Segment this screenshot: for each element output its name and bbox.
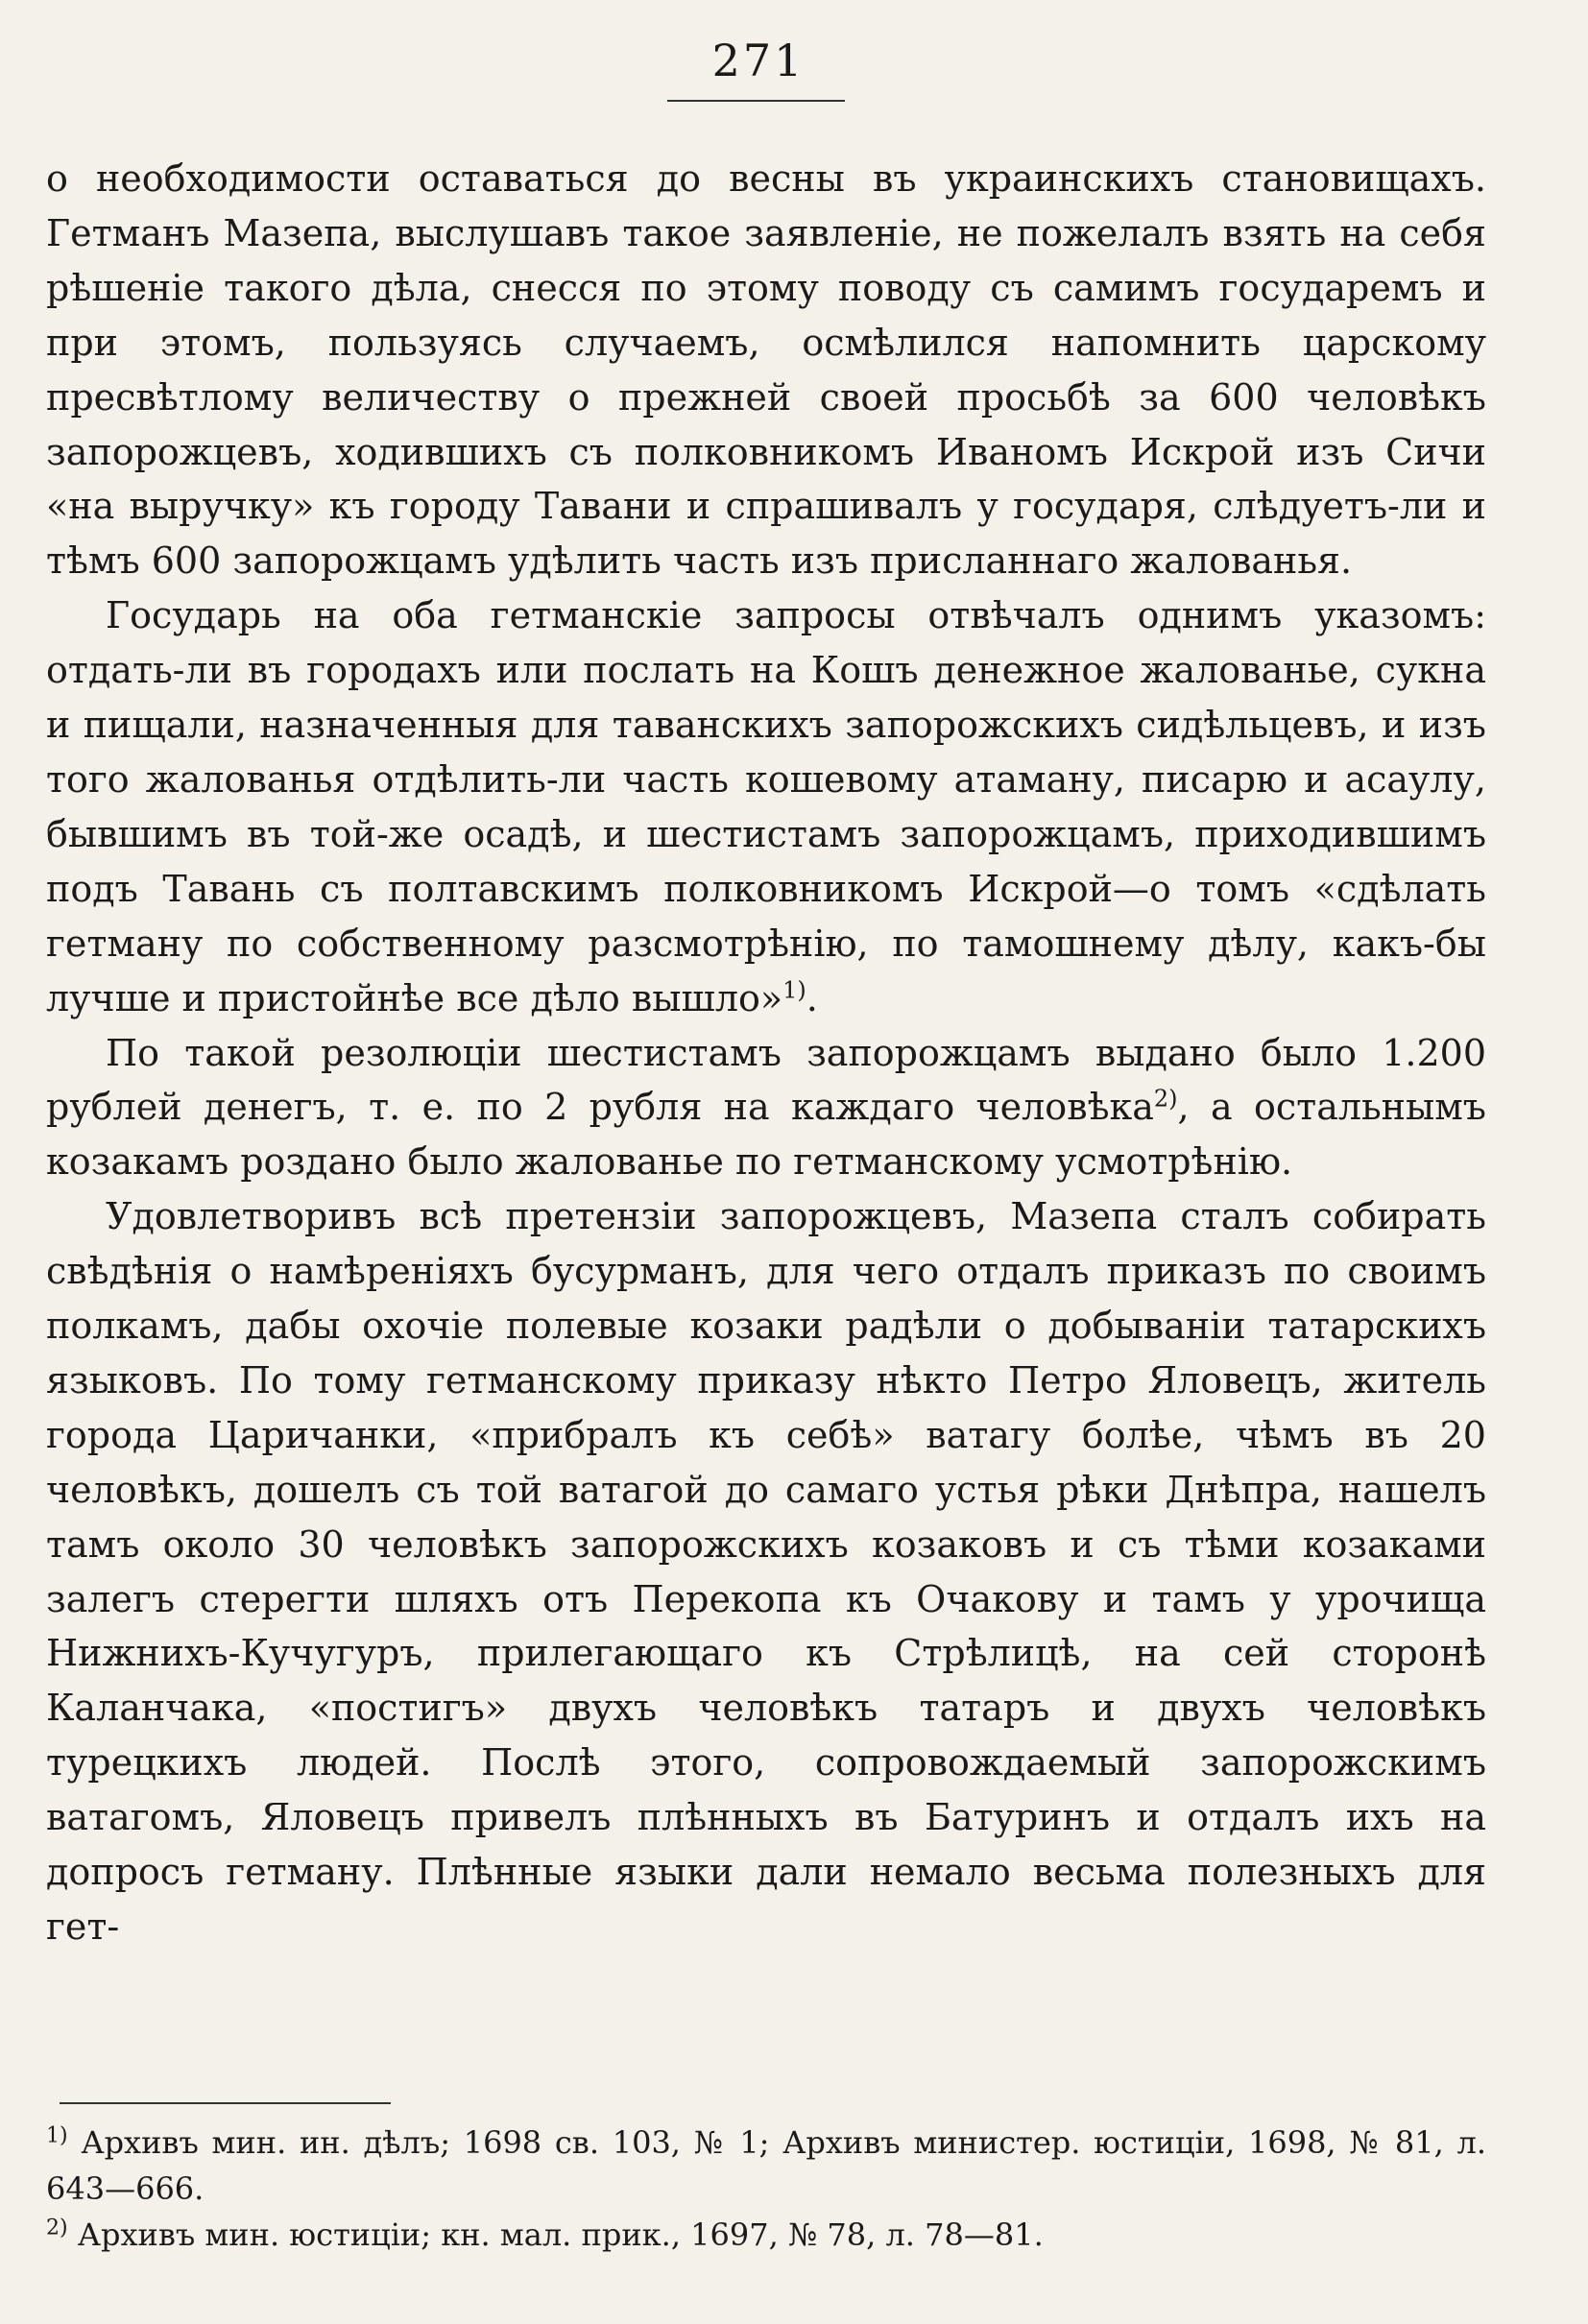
footnote-1 (46, 2120, 1486, 2212)
footnote-1-number: 1) (46, 2123, 68, 2148)
paragraph-4-text: Удовлетворивъ всѣ претензіи запорожцевъ, Мазепа сталъ собирать свѣдѣнія о намѣреніяхъ бусурманъ, для чего отдалъ приказъ по своимъ полкамъ, дабы охочіе полевые козаки радѣли о добываніи татарскихъ языковъ. По тому гетманскому приказу нѣкто Петро Яловецъ, житель города Царичанки, «прибралъ къ себѣ» ватагу болѣе, чѣмъ въ 20 человѣкъ, дошелъ съ той ватагой до самаго устья рѣки Днѣпра, нашелъ тамъ около 30 человѣкъ запорожскихъ козаковъ и съ тѣми козаками залегъ стерегти шляхъ отъ Перекопа къ Очакову и тамъ у урочища Нижнихъ-Кучугуръ, прилегающаго къ Стрѣлицѣ, на сей сторонѣ Каланчака, «постигъ» двухъ человѣкъ татаръ и двухъ человѣкъ турецкихъ людей. Послѣ этого, сопровождаемый запорожскимъ ватагомъ, Яловецъ привелъ плѣнныхъ въ Батуринъ и отдалъ ихъ на допросъ гетману. Плѣнные языки дали немало весьма полезныхъ для гет- (46, 1195, 1486, 1948)
body-text (46, 152, 1486, 1954)
page-number: 271 (711, 35, 806, 86)
footnotes (46, 2120, 1486, 2258)
paragraph-2-text: Государь на оба гетманскіе запросы отвѣчалъ однимъ указомъ: отдать-ли въ городахъ или послать на Кошъ денежное жалованье, сукна и пищали, назначенныя для таванскихъ запорожскихъ сидѣльцевъ, и изъ того жалованья отдѣлить-ли часть кошевому атаману, писарю и асаулу, бывшимъ въ той-же осадѣ, и шестистамъ запорожцамъ, приходившимъ подъ Тавань съ полтавскимъ полковникомъ Искрой—о томъ «сдѣлать гетману по собственному разсмотрѣнію, по тамошнему дѣлу, какъ-бы лучше и пристойнѣе все дѣло вышло» (46, 594, 1486, 1019)
paragraph-1 (46, 152, 1486, 588)
paragraph-4 (46, 1189, 1486, 1954)
paragraph-2: Государь на оба гетманскіе запросы отвѣчалъ однимъ указомъ: отдать-ли въ городахъ или послать на Кошъ денежное жалованье, сукна и пищали, назначенныя для таванскихъ запорожскихъ сидѣльцевъ, и изъ того жалованья отдѣлить-ли часть кошевому атаману, писарю и асаулу, бывшимъ въ той-же осадѣ, и шестистамъ запорожцамъ, приходившимъ подъ Тавань съ полтавскимъ полковникомъ Искрой—о томъ «сдѣлать гетману по собственному разсмотрѣнію, по тамошнему дѣлу, какъ-бы лучше и пристойнѣе все дѣло вышло»$^{1)}$. (46, 594, 1486, 1019)
page-number-rule (667, 100, 845, 102)
footnote-2-text: Архивъ мин. юстиціи; кн. мал. прик., 1697, № 78, л. 78—81. (77, 2216, 1044, 2253)
paragraph-1-text: о необходимости оставаться до весны въ украинскихъ становищахъ. Гетманъ Мазепа, выслушавъ такое заявленіе, не пожелалъ взять на себя рѣшеніе такого дѣла, снесся по этому поводу съ самимъ государемъ и при этомъ, пользуясь случаемъ, осмѣлился напомнить царскому пресвѣтлому величеству о прежней своей просьбѣ за 600 человѣкъ запорожцевъ, ходившихъ съ полковникомъ Иваномъ Искрой изъ Сичи «на выручку» къ городу Тавани и спрашивалъ у государя, слѣдуетъ-ли и тѣмъ 600 запорожцамъ удѣлить часть изъ присланнаго жалованья. (46, 157, 1486, 583)
footnote-2 (46, 2212, 1486, 2258)
paragraph-3-text-after: , а остальнымъ козакамъ роздано было жалованье по гетманскому усмотрѣнію. (46, 1086, 1486, 1184)
footnote-2-number: 2) (46, 2216, 68, 2240)
paragraph-3 (46, 1026, 1486, 1190)
footnote-1-text: Архивъ мин. ин. дѣлъ; 1698 св. 103, № 1; Архивъ министер. юстиціи, 1698, № 81, л. 643—666. (46, 2124, 1487, 2207)
paragraph-3-text-before: По такой резолюціи шестистамъ запорожцамъ выдано было 1.200 рублей денегъ, т. е. по 2 рубля на каждаго человѣка (46, 1031, 1486, 1129)
footnote-reference-1: 1) (782, 975, 806, 1003)
footnote-separator (60, 2102, 391, 2104)
footnote-reference-2: 2) (1153, 1085, 1178, 1113)
